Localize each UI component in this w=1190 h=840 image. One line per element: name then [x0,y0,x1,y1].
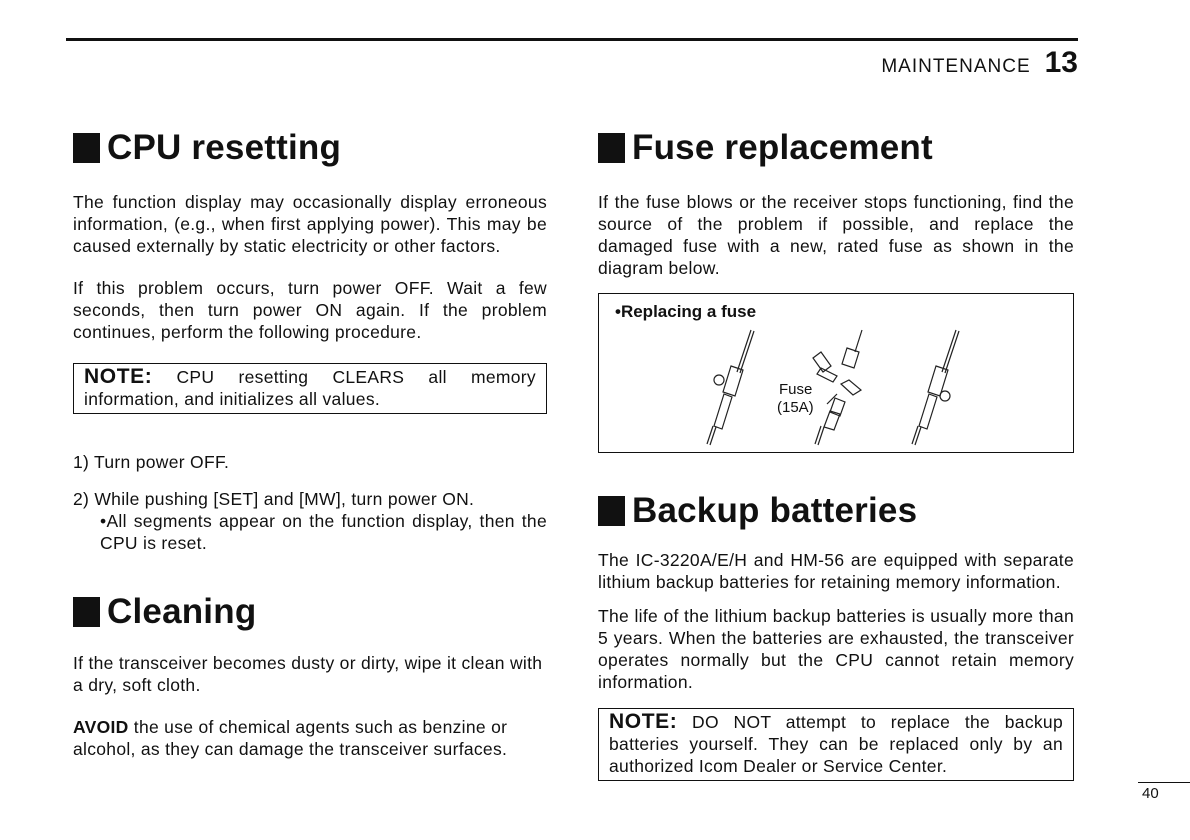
fuse-replacement-heading [598,128,1074,168]
step-text: While pushing [SET] and [MW], turn power ON. [94,489,475,509]
bullet-icon: • [100,511,107,531]
avoid-label: AVOID [73,717,129,737]
fuse-label: Fuse [779,381,813,398]
note-text: CPU resetting CLEARS all memory information, and initializes all values. [84,367,536,409]
page-header [881,46,1078,80]
heading-square-icon [73,597,100,627]
cleaning-para2-text: the use of chemical agents such as benzine or alcohol, as they can damage the transceiver surfaces. [73,717,508,759]
section-number: 13 [1044,46,1078,79]
backup-batteries-heading [598,491,1074,531]
heading-square-icon [598,496,625,526]
cleaning-title: Cleaning [107,592,257,631]
right-column [598,128,1074,781]
heading-square-icon [598,133,625,163]
step-number: 1) [73,452,90,472]
diagram-caption-text: Replacing a fuse [620,302,757,321]
cleaning-para2 [73,716,547,760]
header-rule [66,38,1078,41]
note-label: NOTE: [609,710,678,733]
fuse-holder-open-icon [813,330,862,445]
backup-batteries-note [598,708,1074,781]
fuse-rating-label: (15A) [777,399,814,416]
cpu-reset-note [73,363,547,414]
heading-square-icon [73,133,100,163]
fuse-replacement-title: Fuse replacement [632,128,933,167]
cpu-reset-steps [73,451,547,554]
step-number: 2) [73,489,90,509]
bullet-icon: • [615,302,621,321]
backup-batteries-para1: The IC-3220A/E/H and HM-56 are equipped with separate lithium backup batteries for retaining memory information. [598,550,1074,592]
cleaning-para1: If the transceiver becomes dusty or dirty, wipe it clean with a dry, soft cloth. [73,653,543,695]
step-2 [73,488,547,554]
fuse-diagram [598,293,1074,453]
backup-batteries-para2: The life of the lithium backup batteries is usually more than 5 years. When the batteries are exhausted, the transceiver operates normally but the CPU cannot retain memory information. [598,606,1074,692]
note-label: NOTE: [84,365,153,388]
note-text: DO NOT attempt to replace the backup batteries yourself. They can be replaced only by an authorized Icom Dealer or Service Center. [609,712,1063,776]
step-1 [73,451,547,473]
fuse-holder-illustration [599,294,1075,452]
substep-text: All segments appear on the function display, then the CPU is reset. [100,511,547,553]
fuse-holder-closed-left-icon [707,330,754,445]
cpu-resetting-heading [73,128,547,168]
cpu-resetting-para2: If this problem occurs, turn power OFF. Wait a few seconds, then turn power ON again. If the problem continues, perform the following procedure. [73,278,547,342]
cpu-resetting-title: CPU resetting [107,128,342,167]
step-2-substep [73,510,547,554]
fuse-holder-closed-right-icon [912,330,959,445]
cleaning-heading [73,592,547,632]
left-column [73,128,547,760]
step-text: Turn power OFF. [94,452,230,472]
cpu-resetting-para1: The function display may occasionally display erroneous information, (e.g., when first applying power). This may be caused externally by static electricity or other factors. [73,192,547,256]
page-number: 40 [1138,782,1190,802]
backup-batteries-title: Backup batteries [632,491,918,530]
fuse-replacement-para1: If the fuse blows or the receiver stops functioning, find the source of the problem if possible, and replace the damaged fuse with a new, rated fuse as shown in the diagram below. [598,192,1074,278]
section-title: MAINTENANCE [881,56,1031,77]
